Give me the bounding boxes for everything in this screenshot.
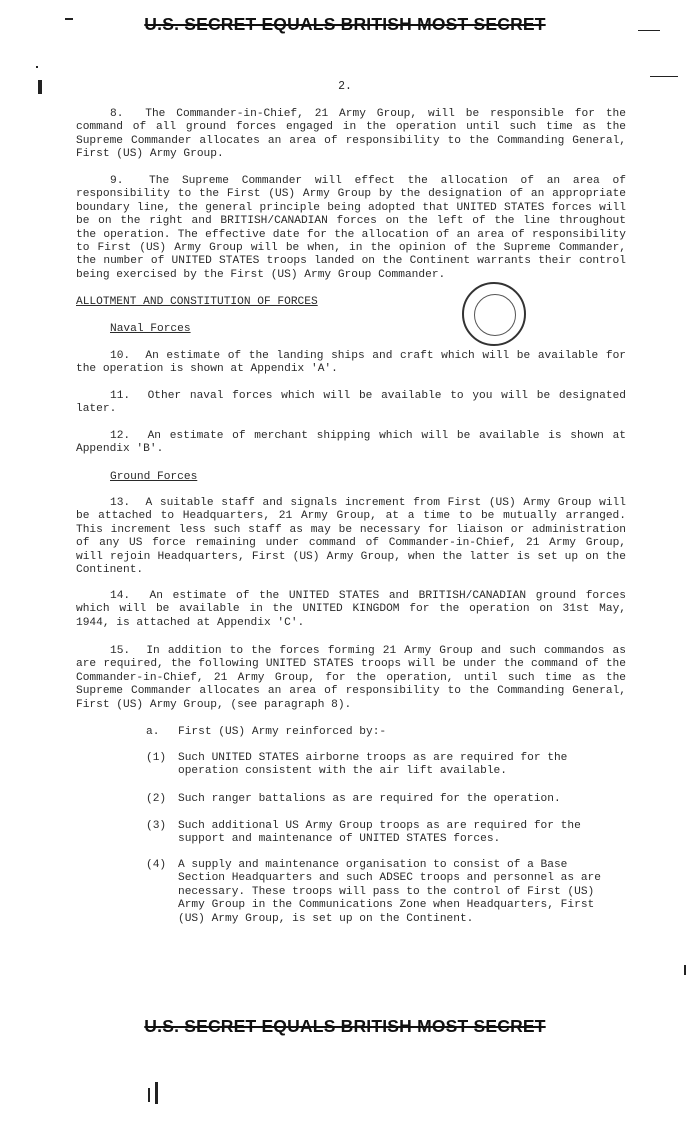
scan-speck (155, 1082, 158, 1104)
list-item-marker: (3) (146, 820, 167, 832)
paragraph-number: 12. (110, 430, 131, 442)
paragraph-14 (76, 590, 626, 630)
classification-stamp (462, 282, 526, 346)
stamp-inner-ring (474, 294, 516, 336)
paragraph-number: 11. (110, 390, 131, 402)
paragraph-number: 14. (110, 590, 131, 602)
paragraph-text: Other naval forces which will be available to you will be designated later. (76, 390, 626, 416)
paragraph-text: An estimate of the landing ships and craft which will be available for the operation is shown at Appendix 'A'. (76, 350, 627, 376)
scan-speck (36, 66, 38, 68)
page-number: 2. (338, 80, 352, 93)
paragraph-text: A suitable staff and signals increment from First (US) Army Group will be attached to Headquarters, 21 Army Group, at a time to be mutually arranged. This increment less such staff as may be necessary for liaison or administration of any US force remaining under command of Commander-in-Chief, 21 Army Group, will rejoin Headquarters, First (US) Army Group, when the latter is set up on the Continent. (76, 497, 626, 577)
list-item-text: Such ranger battalions as are required for the operation. (178, 793, 561, 805)
scan-speck (148, 1088, 150, 1102)
paragraph-10 (76, 350, 626, 377)
scan-speck (638, 30, 660, 31)
list-item-text: Such additional US Army Group troops as are required for the support and maintenance of UNITED STATES forces. (178, 820, 581, 846)
list-item-text: Such UNITED STATES airborne troops as are required for the operation consistent with the air lift available. (178, 752, 568, 778)
paragraph-9 (76, 175, 626, 282)
paragraph-11 (76, 390, 626, 417)
paragraph-text: In addition to the forces forming 21 Army Group and such commandos as are required, the following UNITED STATES troops will be under the command of the Commander-in-Chief, 21 Army Group, for the operation, until such time as the Supreme Commander allocates an area of responsibility to the Commanding General, First (US) Army Group, (see paragraph 8). (76, 645, 626, 711)
paragraph-text: An estimate of the UNITED STATES and BRITISH/CANADIAN ground forces which will be available in the UNITED KINGDOM for the operation on 31st May, 1944, is attached at Appendix 'C'. (76, 590, 626, 629)
paragraph-12 (76, 430, 626, 457)
paragraph-number: 15. (110, 645, 131, 657)
subheading-naval-forces: Naval Forces (110, 323, 191, 335)
paragraph-8 (76, 108, 626, 162)
scan-speck (684, 965, 686, 975)
subitem-text: First (US) Army reinforced by:- (178, 726, 387, 738)
list-item-marker: (2) (146, 793, 167, 805)
classification-banner-top: U.S. SECRET EQUALS BRITISH MOST SECRET (144, 14, 546, 34)
classification-banner-bottom: U.S. SECRET EQUALS BRITISH MOST SECRET (144, 1016, 546, 1036)
list-item-text: A supply and maintenance organisation to consist of a Base Section Headquarters and such ADSEC troops and personnel as are necessary. These troops will pass to the control of First (US) Army Group in the Communications Zone when Headquarters, First (US) Army Group, is set up on the Continent. (178, 859, 601, 925)
subitem-marker: a. (146, 726, 160, 738)
paragraph-number: 10. (110, 350, 131, 362)
paragraph-15 (76, 645, 626, 712)
scan-speck (38, 80, 42, 94)
paragraph-13 (76, 497, 626, 577)
paragraph-text: An estimate of merchant shipping which will be available is shown at Appendix 'B'. (76, 430, 626, 456)
subheading-ground-forces: Ground Forces (110, 471, 198, 483)
scan-speck (65, 18, 73, 20)
paragraph-number: 8. (110, 108, 124, 120)
paragraph-text: The Commander-in-Chief, 21 Army Group, will be responsible for the command of all ground forces engaged in the operation until such time as the Supreme Commander allocates an area of responsibility to the Commanding General, First (US) Army Group. (76, 108, 626, 161)
paragraph-text: The Supreme Commander will effect the allocation of an area of responsibility to the First (US) Army Group by the designation of an appropriate boundary line, the general principle being adopted that UNITED STATES forces will be on the right and BRITISH/CANADIAN forces on the left of the line throughout the operation. The effective date for the allocation of an area of responsibility to First (US) Army Group will be when, in the opinion of the Supreme Commander, the number of UNITED STATES troops landed on the Continent warrants their control being exercised by the First (US) Army Group Commander. (76, 175, 626, 281)
list-item-marker: (4) (146, 859, 167, 871)
section-heading-allotment: ALLOTMENT AND CONSTITUTION OF FORCES (76, 296, 318, 308)
list-item-marker: (1) (146, 752, 167, 764)
scan-speck (650, 76, 678, 77)
paragraph-number: 9. (110, 175, 124, 187)
paragraph-number: 13. (110, 497, 131, 509)
